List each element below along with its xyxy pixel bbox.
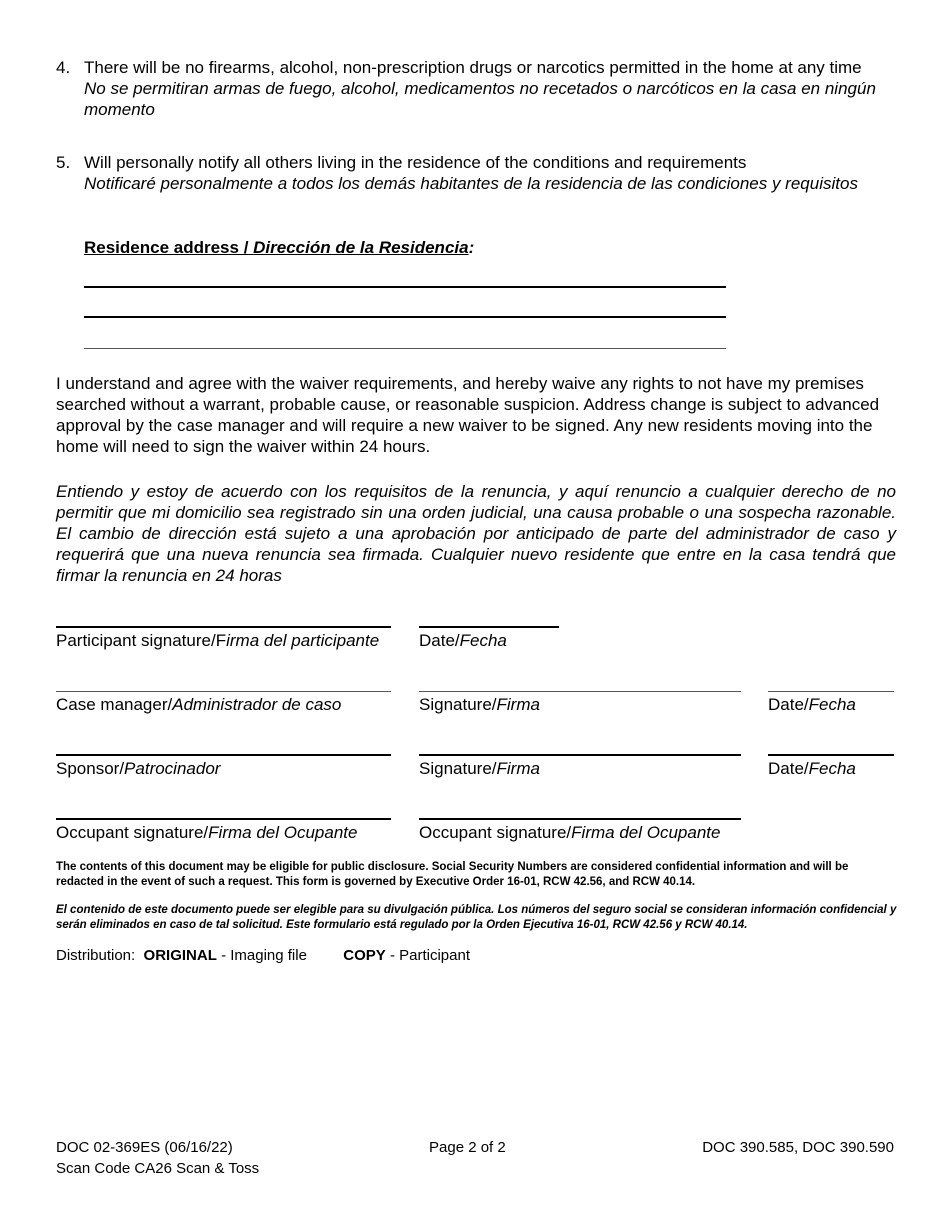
case-manager-line[interactable] — [56, 691, 391, 692]
residence-label-english: Residence address / — [84, 238, 249, 257]
item-4-english: There will be no firearms, alcohol, non-prescription drugs or narcotics permitted in the home at any time — [84, 58, 862, 77]
disclosure-spanish: El contenido de este documento puede ser elegible para su divulgación pública. Los números del seguro social se consideran información confidencial y serán eliminados en caso de tal solicitud. Este formulario está regulado por la Orden Ejecutiva 16-01, RCW 42.56 y RCW 40.14. — [56, 904, 897, 931]
item-4-spanish: No se permitiran armas de fuego, alcohol, medicamentos no recetados o narcóticos en la casa en ningún momento — [84, 79, 876, 119]
sponsor-signature-line[interactable] — [419, 754, 741, 756]
sponsor-line[interactable] — [56, 754, 391, 756]
residence-address-line-1[interactable] — [84, 286, 726, 288]
residence-label-colon: : — [468, 238, 475, 257]
participant-date-label: Date/Fecha — [419, 631, 507, 650]
case-manager-date-line[interactable] — [768, 691, 894, 692]
item-5-english: Will personally notify all others living in the residence of the conditions and requirements — [84, 153, 747, 172]
agreement-english: I understand and agree with the waiver requirements, and hereby waive any rights to not have my premises searched without a warrant, probable cause, or reasonable suspicion. Address change is subject to advanced approval by the case manager and will require a new waiver to be signed. Any new residents moving into the home will need to sign the waiver within 24 hours. — [56, 374, 880, 456]
case-manager-date-label: Date/Fecha — [768, 695, 856, 714]
participant-date-line[interactable] — [419, 626, 559, 628]
distribution-label: Distribution: — [56, 947, 136, 964]
item-5-text — [84, 152, 904, 194]
residence-address-line-2[interactable] — [84, 316, 726, 318]
sponsor-date-label: Date/Fecha — [768, 759, 856, 778]
distribution-original-dest: - Imaging file — [221, 947, 307, 964]
distribution — [56, 945, 470, 966]
distribution-copy-dest: - Participant — [389, 947, 471, 964]
sponsor-signature-label: Signature/Firma — [419, 759, 540, 778]
residence-address-label — [84, 237, 474, 258]
case-manager-signature-line[interactable] — [419, 691, 741, 692]
item-5-number: 5. — [56, 153, 71, 172]
sponsor-date-line[interactable] — [768, 754, 894, 756]
distribution-original: ORIGINAL — [143, 947, 217, 964]
residence-address-line-3[interactable] — [84, 348, 726, 349]
residence-label-spanish: Dirección de la Residencia — [253, 238, 469, 257]
page-number: Page 2 of 2 — [429, 1139, 506, 1156]
case-manager-signature-label: Signature/Firma — [419, 695, 540, 714]
scan-code: Scan Code CA26 Scan & Toss — [56, 1160, 260, 1177]
occupant-signature-line-1[interactable] — [56, 818, 391, 820]
distribution-copy: COPY — [343, 947, 386, 964]
case-manager-label: Case manager/Administrador de caso — [56, 695, 342, 714]
footer-form-info — [56, 1137, 259, 1179]
item-5-spanish: Notificaré personalmente a todos los demás habitantes de la residencia de las condiciones y requisitos — [84, 174, 858, 193]
policy-numbers: DOC 390.585, DOC 390.590 — [702, 1139, 894, 1156]
participant-signature-label: Participant signature/Firma del participante — [56, 631, 380, 650]
item-4-number: 4. — [56, 58, 71, 77]
agreement-spanish: Entiendo y estoy de acuerdo con los requisitos de la renuncia, y aquí renuncio a cualquier derecho de no permitir que mi domicilio sea registrado sin una orden judicial, una causa probable o una sospecha razonable. El cambio de dirección está sujeto a una aprobación por anticipado de parte del administrador de caso y requerirá que una nueva renuncia sea firmada. Cualquier nuevo residente que entre en la casa tendrá que firmar la renuncia en 24 horas — [56, 482, 896, 585]
form-number: DOC 02-369ES (06/16/22) — [56, 1139, 233, 1156]
participant-signature-line[interactable] — [56, 626, 391, 628]
sponsor-label: Sponsor/Patrocinador — [56, 759, 221, 778]
disclosure-english: The contents of this document may be eligible for public disclosure. Social Security Numbers are considered confidential information and will be redacted in the event of such a request. This form is governed by Executive Order 16-01, RCW 42.56, and RCW 40.14. — [56, 861, 849, 888]
occupant-signature-label-1: Occupant signature/Firma del Ocupante — [56, 823, 358, 842]
occupant-signature-line-2[interactable] — [419, 818, 741, 820]
item-4-text — [84, 57, 904, 120]
occupant-signature-label-2: Occupant signature/Firma del Ocupante — [419, 823, 721, 842]
